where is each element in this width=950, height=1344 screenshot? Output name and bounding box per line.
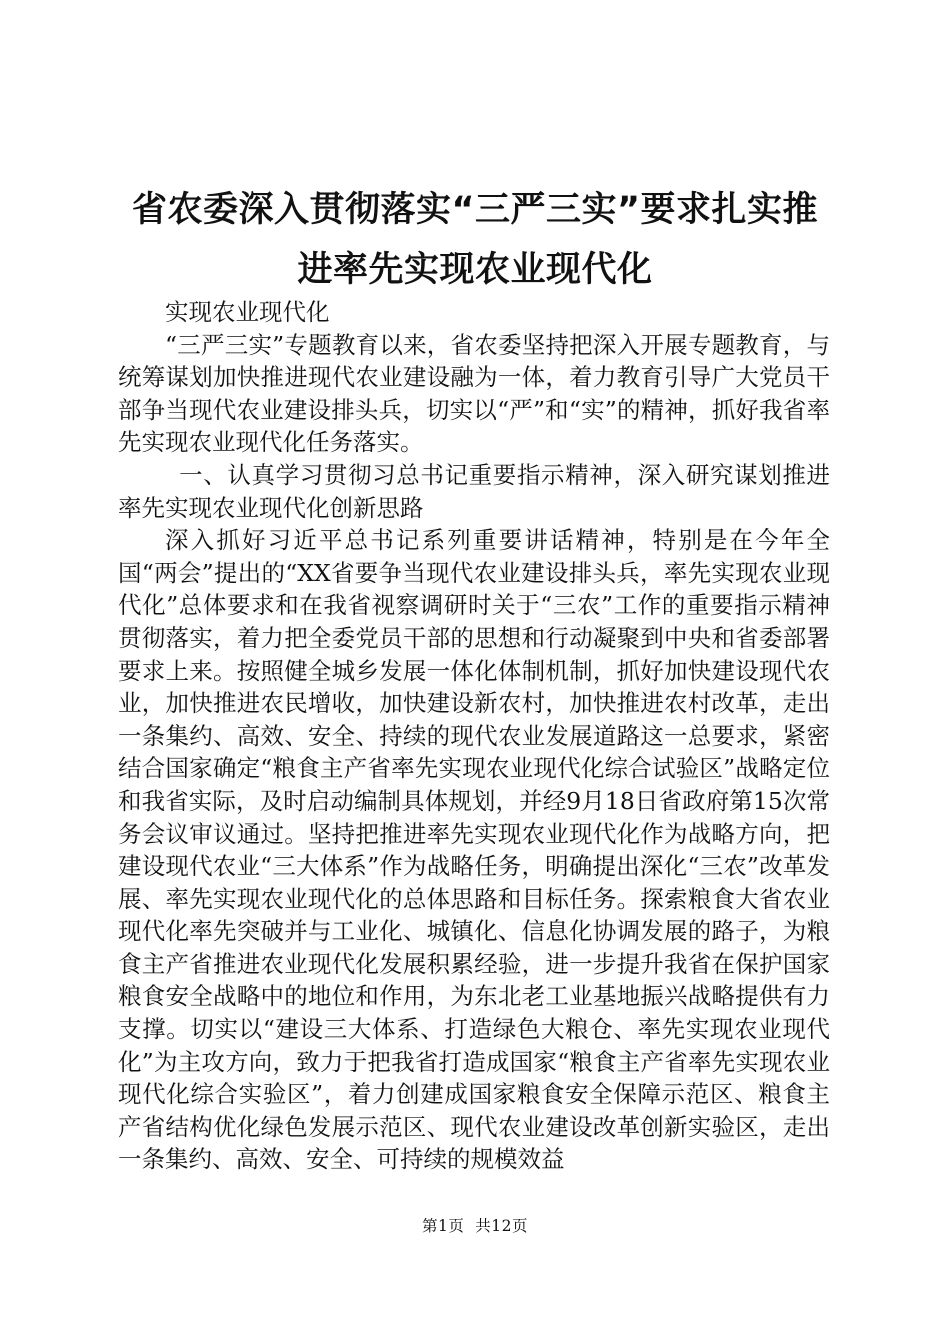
document-title-line-2: 进率先实现农业现代化 xyxy=(297,250,653,290)
paragraph-section-1: 深入抓好习近平总书记系列重要讲话精神，特别是在今年全国“两会”提出的“XX省要争当现代农业建设排头兵，率先实现农业现代化”总体要求和在我省视察调研时关于“三农”工作的重要指示精神贯彻落实，着力把全委党员干部的思想和行动凝聚到中央和省委部署要求上来。按照健全城乡发展一体化体制机制，抓好加快建设现代农业，加快推进农民增收，加快建设新农村，加快推进农村改革，走出一条集约、高效、安全、持续的现代农业发展道路这一总要求，紧密结合国家确定“粮食主产省率先实现农业现代化综合试验区”战略定位和我省实际，及时启动编制具体规划，并经9月18日省政府第15次常务会议审议通过。坚持把推进率先实现农业现代化作为战略方向，把建设现代农业“三大体系”作为战略任务，明确提出深化“三农”改革发展、率先实现农业现代化的总体思路和目标任务。探索粮食大省农业现代化率先突破并与工业化、城镇化、信息化协调发展的路子，为粮食主产省推进农业现代化发展积累经验，进一步提升我省在保护国家粮食安全战略中的地位和作用，为东北老工业基地振兴战略提供有力支撑。切实以“建设三大体系、打造绿色大粮仓、率先实现农业现代化”为主攻方向，致力于把我省打造成国家“粮食主产省率先实现农业现代化综合实验区”，着力创建成国家粮食安全保障示范区、粮食主产省结构优化绿色发展示范区、现代农业建设改革创新实验区，走出一条集约、高效、安全、可持续的规模效益 xyxy=(118,526,830,1174)
page-footer xyxy=(0,1214,950,1236)
document-body xyxy=(118,296,830,1176)
paragraph-intro: “三严三实”专题教育以来，省农委坚持把深入开展专题教育，与统筹谋划加快推进现代农业建设融为一体，着力教育引导广大党员干部争当现代农业建设排头兵，切实以“严”和“实”的精神，抓好我省率先实现农业现代化任务落实。 xyxy=(118,330,830,457)
document-title-line-1: 省农委深入贯彻落实“三严三实”要求扎实推 xyxy=(131,190,818,230)
document-subtitle: 实现农业现代化 xyxy=(165,298,330,326)
section-heading-1: 一、认真学习贯彻习总书记重要指示精神，深入研究谋划推进率先实现农业现代化创新思路 xyxy=(118,460,830,522)
page-number: 第1页 共12页 xyxy=(422,1217,528,1235)
